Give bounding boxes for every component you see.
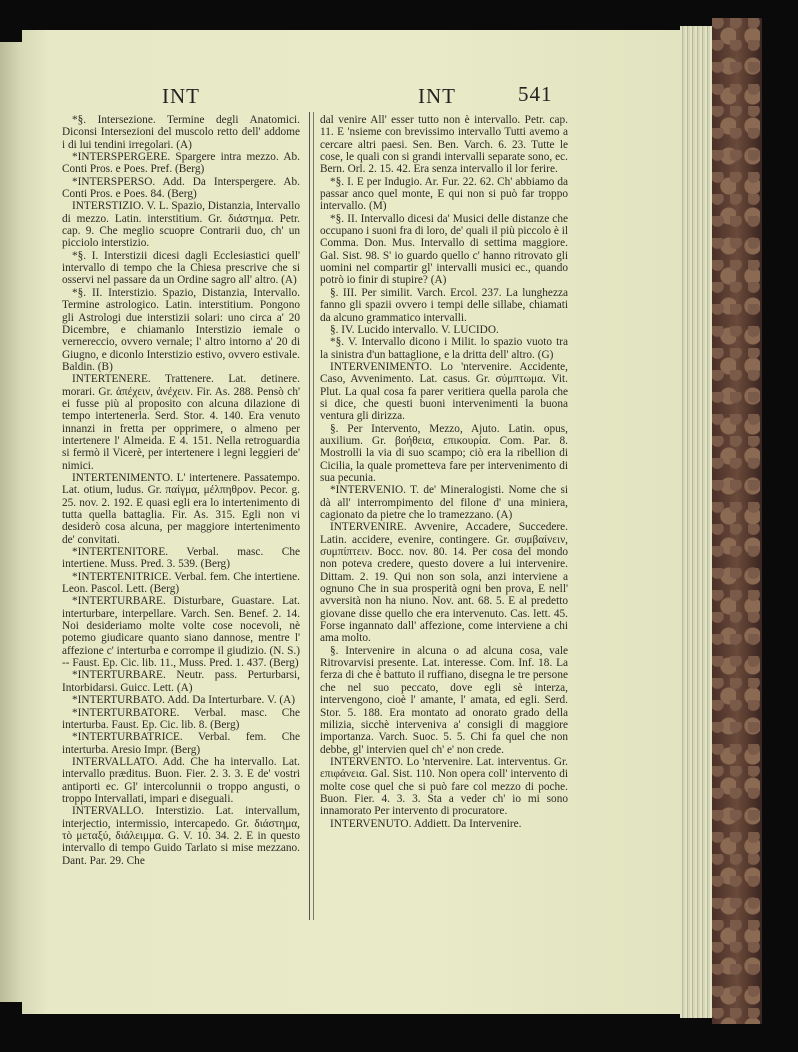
dictionary-entry: INTERVENUTO. Addiett. Da Intervenire. — [330, 817, 522, 830]
dictionary-entry: INTERVENTO. Lo 'ntervenire. Lat. interventus. Gr. επιφάνεια. Gal. Sist. 110. Non opera coll' intervento di molte cose quel che si può fare col mezzo di poche. Buon. Fier. 4. 3. 3. Sta a veder ch' io mi sono innamorato Per intervento di procuratore. — [320, 755, 568, 818]
dictionary-entry: *§. I. E per Indugio. Ar. Fur. 22. 62. Ch' abbiamo da passar anco quel monte, E qui non si può far troppo intervallo. (M) — [320, 175, 568, 213]
dictionary-entry: dal venire All' esser tutto non è intervallo. Petr. cap. 11. E 'nsieme con brevissimo intervallo Tutti avemo a cercare altri paesi. Sen. Ben. Varch. 6. 23. Tutte le cose, le quali con si grandi intervalli separate sono, ec. Bern. Orl. 2. 15. 42. Era senza intervallo il lor ferire. — [320, 114, 568, 176]
left-running-head: INT — [162, 84, 200, 108]
dictionary-entry: §. Intervenire in alcuna o ad alcuna cosa, vale Ritrovarvisi presente. Lat. interesse. Com. Inf. 18. La ferza di che è battuto il ruffiano, disegna le tre persone che nel suo peccato, dove egli sè interza, intervengono, cioè l' amante, l' amata, ed egli. Serd. Stor. 5. 188. Era montato ad onorato grado della milizia, sicchè interveniva a' consigli di maggiore importanza. Varch. Suoc. 5. 5. Chi fa quel che non debbe, gl' intervien quel ch' e' non crede. — [320, 644, 568, 756]
dictionary-entry: INTERTENIMENTO. L' intertenere. Passatempo. Lat. otium, ludus. Gr. παίγμα, μέλπηθρον. Pecor. g. 25. nov. 2. 192. E quasi egli era lo intertenimento di tutta quella battaglia. Fir. As. 315. Egli non vi desiderò cosa alcuna, per maggiore intertenimento de' convitati. — [62, 471, 300, 546]
page-edges — [680, 26, 714, 1018]
dictionary-entry: *INTERSPERSO. Add. Da Interspergere. Ab. Conti Pros. e Poes. 84. (Berg) — [62, 175, 300, 201]
dictionary-entry: *§. Intersezione. Termine degli Anatomici. Diconsi Intersezioni del muscolo retto dell' addome i di lui tendini irregolari. (A) — [62, 114, 300, 151]
dictionary-entry: *INTERTURBATO. Add. Da Interturbare. V. (A) — [72, 694, 296, 707]
dictionary-entry: §. III. Per similit. Varch. Ercol. 237. La lunghezza fanno gli spazii ovvero i tempi delle sillabe, chiamati da alcuno grammatico intervalli. — [320, 286, 568, 324]
right-running-head: INT — [418, 84, 456, 108]
dictionary-entry: *§. II. Interstizio. Spazio, Distanzia, Intervallo. Termine astrologico. Latin. interstitium. Pongono gli Astrologi due interstizii solari: uno circa a' 20 Dicembre, e chiamanlo Interstizio iemale o vernereccio, ovvero vernale; l' altro intorno a' 20 di Giugno, e diconlo Interstizio estivo, ovvero estivale. Baldin. (B) — [62, 286, 300, 373]
dictionary-entry: INTERVENIMENTO. Lo 'ntervenire. Accidente, Caso, Avvenimento. Lat. casus. Gr. σύμπτωμα. Vit. Plut. La qual cosa fa parer veritiera quella parola che si dice, che questi buoni intervenimenti la buona ventura gli dirizza. — [320, 360, 568, 423]
dictionary-entry: *INTERTENITRICE. Verbal. fem. Che intertiene. Leon. Pascol. Lett. (Berg) — [62, 570, 300, 596]
dictionary-entry: INTERVENIRE. Avvenire, Accadere, Succedere. Latin. accidere, evenire, contingere. Gr. συμβαίνειν, συμπίπτειν. Bocc. nov. 80. 14. Per cosa del mondo non poteva credere, questo dovere a lui intervenire. Dittam. 2. 19. Qui non son sola, anzi interviene a ognuno Che in sua prosperità ogni ben prova, E nell' avversità non ha niuno. Nov. ant. 68. 5. E al predetto giovane disse quello che era intervenuto. Cas. lett. 45. Forse ingannato dall' affezione, come interviene a chi ama molto. — [320, 521, 568, 645]
right-column — [320, 114, 568, 830]
dictionary-entry: *§. I. Interstizii dicesi dagli Ecclesiastici quell' intervallo di tempo che la Chiesa prescrive che si osservi nel passare da un Ordine sagro all' altro. (A) — [62, 249, 300, 287]
dictionary-entry: *INTERTURBATORE. Verbal. masc. Che interturba. Faust. Ep. Cic. lib. 8. (Berg) — [62, 706, 300, 731]
dictionary-entry: *INTERTURBARE. Neutr. pass. Perturbarsi, Intorbidarsi. Guicc. Lett. (A) — [62, 669, 300, 694]
dictionary-entry: §. IV. Lucido intervallo. V. LUCIDO. — [330, 323, 499, 336]
dictionary-entry: §. Per Intervento, Mezzo, Ajuto. Latin. opus, auxilium. Gr. βοήθεια, επικουρία. Com. Par. 8. Mostrolli la via di suo scampo; ciò era la ribellion di Cicilia, la quale prometteva fare per intervenimento di sua pecunia. — [320, 422, 568, 484]
dictionary-entry: *§. II. Intervallo dicesi da' Musici delle distanze che occupano i suoni fra di loro, de' quali il più piccolo è il Comma. Don. Mus. Intervallo di settima maggiore. Gal. Sist. 98. S' io guardo quello c' hanno ritrovato gli uomini nel compartir gl' intervalli musici ec., quando potrò io finir di stupire? (A) — [320, 212, 568, 287]
dictionary-entry: INTERVALLATO. Add. Che ha intervallo. Lat. intervallo præditus. Buon. Fier. 2. 3. 3. E de' vostri antiporti ec. Gl' intercolunnii o troppo angusti, o troppo Intervallati, impari e diseguali. — [62, 755, 300, 805]
dictionary-entry: *INTERTURBATRICE. Verbal. fem. Che interturba. Aresio Impr. (Berg) — [62, 731, 300, 756]
book-cover — [712, 18, 762, 1024]
dictionary-entry: INTERVALLO. Interstizio. Lat. intervallum, interjectio, intermissio, intercapedo. Gr. διάστημα, τὸ μεταξύ, διάλειμμα. G. V. 10. 34. 2. E in questo intervallo di tempo Guido Tarlato si mise mezzano. Dant. Par. 29. Che — [62, 805, 300, 867]
dictionary-entry: INTERTENERE. Trattenere. Lat. detinere. morari. Gr. ἀπέχειν, ἀνέχειν. Fir. As. 288. Pensò ch' ei fusse più al proposito con alcuna dilazione di tempo intertenerla. Serd. Stor. 4. 140. Era venuto innanzi in fretta per opprimere, o almeno per intertenere l' Almeida. E 4. 151. Nella retroguardia si fermò il Vicerè, per intertenere i legni leggieri de' nimici. — [62, 373, 300, 472]
dictionary-entry: *§. V. Intervallo dicono i Milit. lo spazio vuoto tra la sinistra d'un battaglione, e la dritta dell' altro. (G) — [320, 336, 568, 361]
page-number: 541 — [518, 82, 553, 106]
column-rule — [309, 112, 314, 920]
left-column — [62, 114, 300, 867]
dictionary-entry: *INTERTENITORE. Verbal. masc. Che intertiene. Muss. Pred. 3. 539. (Berg) — [62, 546, 300, 571]
dictionary-entry: *INTERSPERGERE. Spargere intra mezzo. Ab. Conti Pros. e Poes. Pref. (Berg) — [62, 151, 300, 176]
dictionary-entry: INTERSTIZIO. V. L. Spazio, Distanzia, Intervallo di mezzo. Latin. interstitium. Gr. διάστημα. Petr. cap. 9. Che meglio scuopre Contrarii duo, ch' un picciolo interstizio. — [62, 200, 300, 250]
dictionary-entry: *INTERTURBARE. Disturbare, Guastare. Lat. interturbare, interpellare. Varch. Sen. Benef. 2. 14. Noi desideriamo molte volte cose nocevoli, nè potemo giudicare quanto siano dannose, mentre l' affezione c' interturba e corrompe il giudizio. (N. S.) -- Faust. Ep. Cic. lib. 11., Muss. Pred. 1. 437. (Berg) — [62, 595, 300, 670]
dictionary-entry: *INTERVENIO. T. de' Mineralogisti. Nome che si dà all' interrompimento del filone d' una miniera, cagionato da pietre che lo tramezzano. (A) — [320, 484, 568, 521]
